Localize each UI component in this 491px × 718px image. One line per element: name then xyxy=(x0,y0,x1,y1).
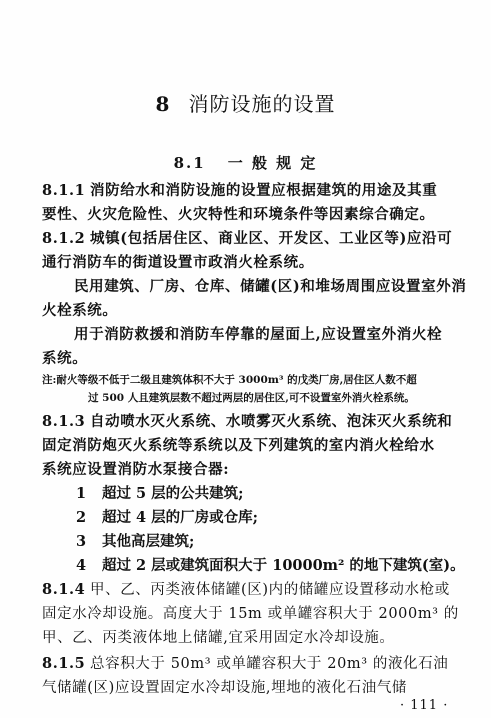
clause-8-1-2-para-2-line-1: 民用建筑、厂房、仓库、储罐(区)和堆场周围应设置室外消 xyxy=(74,278,467,295)
clause-8-1-3-line-1: 8.1.3 自动喷水灭火系统、水喷雾灭火系统、泡沫灭火系统和 xyxy=(42,410,462,434)
clause-8-1-2-line-2: 通行消防车的街道设置市政消火栓系统。 xyxy=(42,254,314,271)
clause-number: 8.1.4 xyxy=(42,581,86,598)
clause-8-1-3-line-2: 固定消防炮灭火系统等系统以及下列建筑的室内消火栓给水 xyxy=(42,437,435,454)
section-title: 一 般 规 定 xyxy=(227,154,318,172)
clause-number: 8.1.2 xyxy=(42,230,86,247)
page-number: · 111 · xyxy=(400,698,449,713)
clause-8-1-5-line-2: 气储罐(区)应设置固定水冷却设施,埋地的液化石油气储 xyxy=(42,680,408,696)
clause-number: 8.1.3 xyxy=(42,413,86,430)
chapter-heading xyxy=(0,88,491,117)
list-item: 4 超过 2 层或建筑面积大于 10000m² 的地下建筑(室)。 xyxy=(76,557,465,574)
clause-8-1-3-line-3: 系统应设置消防水泵接合器: xyxy=(42,461,230,478)
clause-8-1-4-line-2: 固定水冷却设施。高度大于 15m 或单罐容积大于 2000m³ 的 xyxy=(42,606,459,622)
list-item: 3 其他高层建筑; xyxy=(76,533,195,550)
clause-8-1-4-line-3: 甲、乙、丙类液体地上储罐,宜采用固定水冷却设施。 xyxy=(42,630,395,646)
chapter-title: 消防设施的设置 xyxy=(188,92,336,116)
section-number: 8.1 xyxy=(173,154,206,172)
clause-8-1-2-line-1: 8.1.2 城镇(包括居住区、商业区、开发区、工业区等)应沿可 xyxy=(42,227,462,251)
clause-number: 8.1.1 xyxy=(42,182,86,199)
clause-8-1-1-line-2: 要性、火灾危险性、火灾特性和环境条件等因素综合确定。 xyxy=(42,206,435,223)
clause-8-1-2-para-3-line-1: 用于消防救援和消防车停靠的屋面上,应设置室外消火栓 xyxy=(74,326,443,343)
clause-number: 8.1.5 xyxy=(42,655,86,672)
note-line-1: 注:耐火等级不低于二级且建筑体积不大于 3000m³ 的戊类厂房,居住区人数不超 xyxy=(42,374,417,386)
clause-8-1-1-line-1: 8.1.1 消防给水和消防设施的设置应根据建筑的用途及其重 xyxy=(42,179,462,203)
clause-8-1-5-line-1: 8.1.5 总容积大于 50m³ 或单罐容积大于 20m³ 的液化石油 xyxy=(42,652,462,676)
clause-8-1-2-para-3-line-2: 系统。 xyxy=(42,350,88,367)
list-item: 2 超过 4 层的厂房或仓库; xyxy=(76,509,259,526)
clause-8-1-2-para-2-line-2: 火栓系统。 xyxy=(42,302,118,319)
clause-8-1-4-line-1: 8.1.4 甲、乙、丙类液体储罐(区)内的储罐应设置移动水枪或 xyxy=(42,578,462,602)
section-heading xyxy=(0,152,491,173)
list-item: 1 超过 5 层的公共建筑; xyxy=(76,485,244,502)
note-line-2: 过 500 人且建筑层数不超过两层的居住区,可不设置室外消火栓系统。 xyxy=(88,392,415,404)
chapter-number: 8 xyxy=(155,92,171,116)
